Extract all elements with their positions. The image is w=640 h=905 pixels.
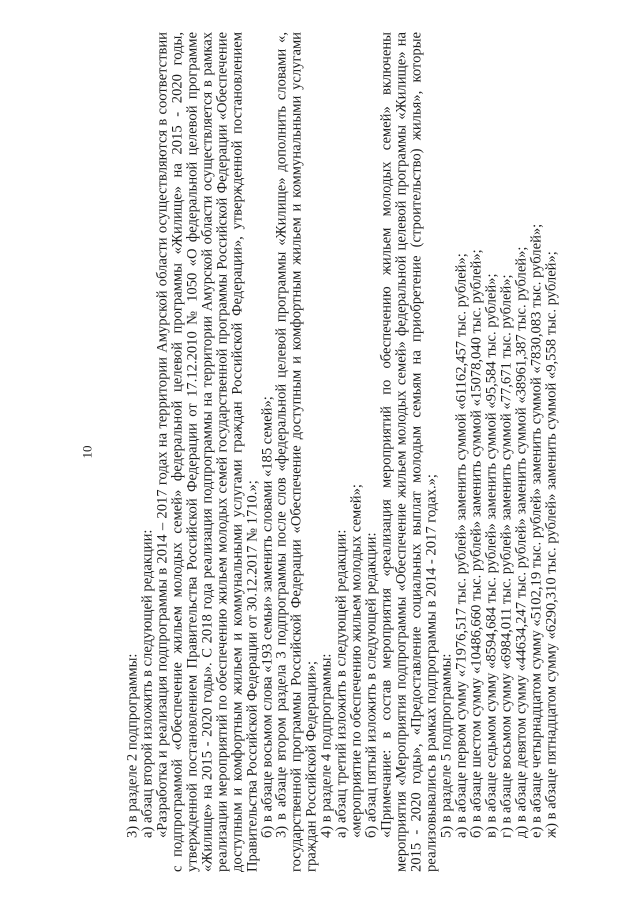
list-item-v: в) в абзаце седьмом сумму «8594,684 тыс. рублей» заменить суммой «95,584 тыс. рублей»;: [483, 273, 500, 838]
paragraph-section4-heading: 4) в разделе 4 подпрограммы:: [319, 653, 336, 838]
list-item-g: г) в абзаце восьмом сумму «6984,011 тыс. рублей» заменить суммой «77,671 тыс. рублей»;: [498, 274, 515, 838]
list-item-b: б) в абзаце шестом сумму «10486,660 тыс. рублей» заменить суммой «15078,040 тыс. рублей»;: [468, 249, 485, 838]
paragraph-section5-heading: 5) в разделе 5 подпрограммы:: [438, 653, 455, 838]
paragraph-quote-measure: «мероприятие по обеспечению жильем молодых семей»;: [348, 484, 365, 838]
paragraph-note: «Примечание: в состав мероприятия «реализация мероприятий по обеспечению жильем молодых семей» включены мероприятия «Мероприятия подпрограммы «Обеспечение жильем молодых семей» федеральной целевой программы «Жилище» на 2015 - 2020 годы», «Предоставление социальных выплат молодым семьям на приобретение (строительство) жилья», которые реализовывались в рамках подпрограммы в 2014 - 2017 годах.»;: [378, 32, 440, 872]
rotated-sheet: [81, 32, 560, 872]
list-item-e: е) в абзаце четырнадцатом сумму «5102,19 тыс. рублей» заменить суммой «7830,083 тыс. рублей»;: [528, 223, 545, 838]
paragraph-section2-b: б) в абзаце восьмом слова «193 семьи» заменить словами «185 семей»;: [259, 396, 276, 838]
paragraph-section2-a: а) абзац второй изложить в следующей редакции:: [139, 529, 156, 838]
paragraph-section4-a: а) абзац третий изложить в следующей редакции:: [334, 529, 350, 838]
list-item-d: д) в абзаце девятом сумму «44634,247 тыс. рублей» заменить суммой «38961,387 тыс. рублей»;: [513, 246, 530, 838]
page-number: 10: [79, 445, 95, 459]
list-item-zh: ж) в абзаце пятнадцатом сумму «6290,310 тыс. рублей» заменить суммой «9,558 тыс. рублей»;: [543, 251, 560, 838]
paragraph-section2-heading: 3) в разделе 2 подпрограммы:: [124, 653, 141, 838]
paragraph-quote-development: «Разработка и реализация подпрограммы в 2014 – 2017 годах на территории Амурской области осуществляются в соответствии с подпрограммой «Обеспечение жильем молодых семей» федеральной целевой программы «Жилище» на 2015 - 2020 годы, утвержденной постановлением Правительства Российской Федерации от 17.12.2010 № 1050 «О федеральной целевой программе «Жилище» на 2015 - 2020 годы». С 2018 года реализация подпрограммы на территории Амурской области осуществляется в рамках реализации мероприятий по обеспечению жильем молодых семей государственной программы Российской Федерации «Обеспечение доступным и комфортным жильем и коммунальными услугами граждан Российской Федерации», утвержденной постановлением Правительства Российской Федерации от 30.12.2017 № 1710.»;: [154, 32, 261, 872]
paragraph-section4-b: б) абзац пятый изложить в следующей редакции:: [363, 532, 380, 838]
list-item-a: а) в абзаце первом сумму «71976,517 тыс. рублей» заменить суммой «61162,457 тыс. рублей»;: [453, 253, 470, 838]
paragraph-section3: 3) в абзаце втором раздела 3 подпрограммы после слов «федеральной целевой программы «Жилище» дополнить словами «, государственной программы Российской Федерации «Обеспечение доступным и комфортным жильем и коммунальными услугами граждан Российской Федерации»;: [274, 32, 321, 872]
